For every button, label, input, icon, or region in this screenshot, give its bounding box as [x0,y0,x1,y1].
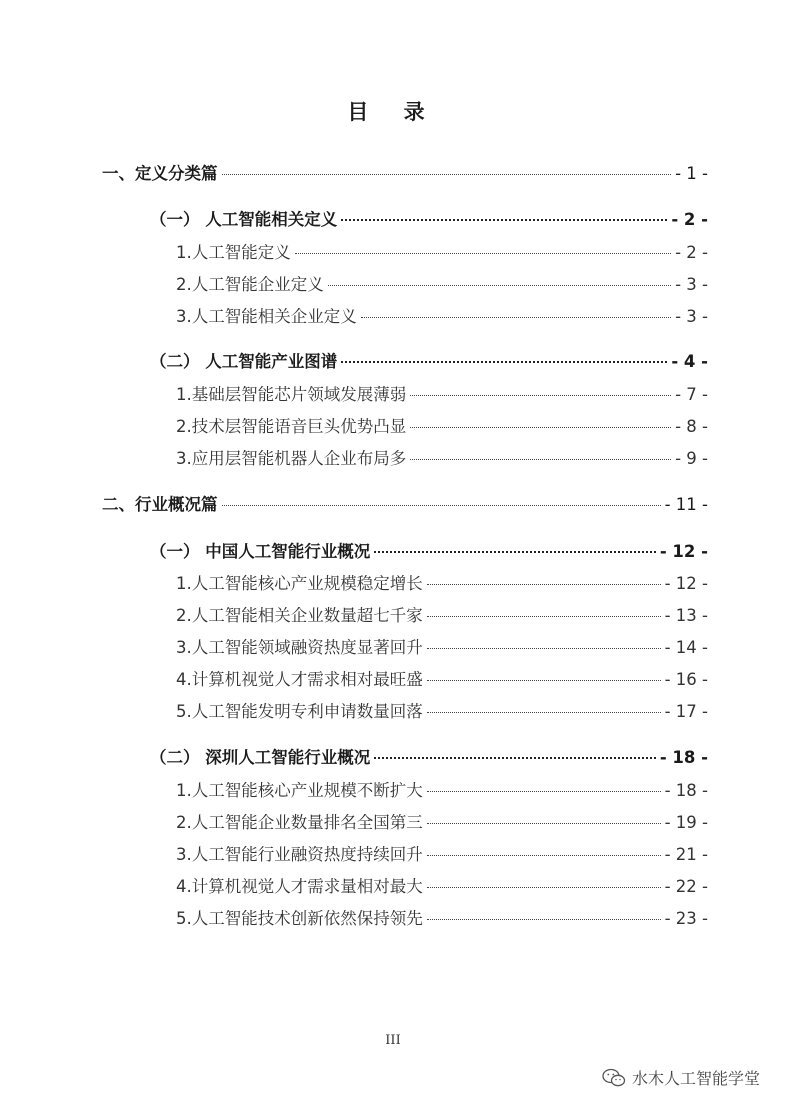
dot-leader [427,712,661,713]
toc-entry-ai-definition[interactable] [176,243,708,263]
toc-entry-industry-overview[interactable] [102,495,708,515]
toc-entry-page: - 12 - [659,542,708,561]
toc-entry-label: 1.人工智能核心产业规模稳定增长 [176,574,423,593]
toc-entry-core-industry-scale[interactable] [176,574,708,594]
toc-entry-app-layer-robots[interactable] [176,449,708,469]
dot-leader [410,459,671,460]
toc-entry-ai-industry-map[interactable] [150,352,708,372]
toc-entry-page: - 3 - [675,275,708,294]
toc-entry-label: 1.人工智能核心产业规模不断扩大 [176,781,423,800]
toc-entry-sz-core-scale[interactable] [176,781,708,801]
toc-entry-label: 3.人工智能行业融资热度持续回升 [176,845,423,864]
toc-title: 目 录 [347,100,439,124]
toc-entry-page: - 1 - [675,164,708,183]
dot-leader [427,823,661,824]
toc-entry-label: 5.人工智能发明专利申请数量回落 [176,702,423,721]
toc-entry-label: 2.人工智能企业数量排名全国第三 [176,813,423,832]
dot-leader [410,427,671,428]
toc-entry-label: 一、定义分类篇 [102,164,218,183]
toc-entry-label: 3.人工智能相关企业定义 [176,307,357,326]
toc-entry-ai-related-definitions[interactable] [150,210,708,230]
toc-entry-page: - 9 - [675,449,708,468]
toc-entry-label: 4.计算机视觉人才需求相对最旺盛 [176,670,423,689]
toc-entry-label: 2.人工智能相关企业数量超七千家 [176,606,423,625]
toc-entry-page: - 3 - [675,307,708,326]
dot-leader [341,361,667,363]
toc-entry-tech-layer-voice[interactable] [176,417,708,437]
toc-entry-ai-enterprise-definition[interactable] [176,275,708,295]
toc-entry-financing-heat[interactable] [176,638,708,658]
toc-entry-page: - 13 - [664,606,708,625]
toc-entry-label: 2.人工智能企业定义 [176,275,324,294]
dot-leader [427,919,661,920]
toc-entry-page: - 22 - [664,877,708,896]
toc-entry-page: - 4 - [671,352,708,371]
toc-entry-page: - 23 - [664,909,708,928]
page-number: III [385,1033,401,1048]
dot-leader [410,395,671,396]
toc-entry-basic-layer-chips[interactable] [176,385,708,405]
dot-leader [427,680,661,681]
dot-leader [328,285,671,286]
toc-entry-page: - 11 - [664,495,708,514]
toc-entry-sz-cv-talent[interactable] [176,877,708,897]
dot-leader [295,253,671,254]
toc-entry-page: - 12 - [664,574,708,593]
toc-entry-label: （一） 中国人工智能行业概况 [150,542,371,561]
toc-entry-label: 5.人工智能技术创新依然保持领先 [176,909,423,928]
toc-entry-label: （二） 深圳人工智能行业概况 [150,748,371,767]
toc-entry-page: - 18 - [659,748,708,767]
toc-entry-shenzhen-ai-overview[interactable] [150,748,708,768]
toc-entry-definition-classification[interactable] [102,164,708,184]
toc-entry-sz-enterprise-rank[interactable] [176,813,708,833]
toc-entry-page: - 8 - [675,417,708,436]
toc-entry-enterprise-count[interactable] [176,606,708,626]
dot-leader [361,317,671,318]
dot-leader [374,757,656,759]
toc-entry-ai-related-enterprise-definition[interactable] [176,307,708,327]
toc-entry-page: - 16 - [664,670,708,689]
toc-entry-china-ai-overview[interactable] [150,542,708,562]
watermark [602,1066,760,1089]
toc-entry-label: 1.基础层智能芯片领域发展薄弱 [176,385,407,404]
toc-entry-label: 1.人工智能定义 [176,243,291,262]
toc-entry-page: - 19 - [664,813,708,832]
toc-entry-page: - 17 - [664,702,708,721]
dot-leader [427,887,661,888]
toc-entry-page: - 14 - [664,638,708,657]
dot-leader [374,551,656,553]
watermark-text: 水木人工智能学堂 [631,1069,760,1088]
dot-leader [222,505,661,506]
dot-leader [222,174,672,175]
dot-leader [427,648,661,649]
toc-entry-label: 2.技术层智能语音巨头优势凸显 [176,417,407,436]
toc-entry-page: - 21 - [664,845,708,864]
toc-entry-label: 二、行业概况篇 [102,495,218,514]
toc-entry-page: - 7 - [675,385,708,404]
dot-leader [427,855,661,856]
toc-entry-label: 3.人工智能领域融资热度显著回升 [176,638,423,657]
toc-entry-page: - 18 - [664,781,708,800]
toc-entry-label: 4.计算机视觉人才需求量相对最大 [176,877,423,896]
toc-entry-label: （一） 人工智能相关定义 [150,210,338,229]
toc-entry-sz-tech-innovation[interactable] [176,909,708,929]
wechat-icon [602,1068,626,1088]
dot-leader [427,616,661,617]
toc-entry-sz-financing-heat[interactable] [176,845,708,865]
toc-entry-page: - 2 - [671,210,708,229]
toc-entry-label: （二） 人工智能产业图谱 [150,352,338,371]
dot-leader [427,584,661,585]
toc-entry-cv-talent-demand[interactable] [176,670,708,690]
dot-leader [341,219,667,221]
dot-leader [427,791,661,792]
toc-entry-patent-applications[interactable] [176,702,708,722]
toc-entry-page: - 2 - [675,243,708,262]
toc-entry-label: 3.应用层智能机器人企业布局多 [176,449,407,468]
